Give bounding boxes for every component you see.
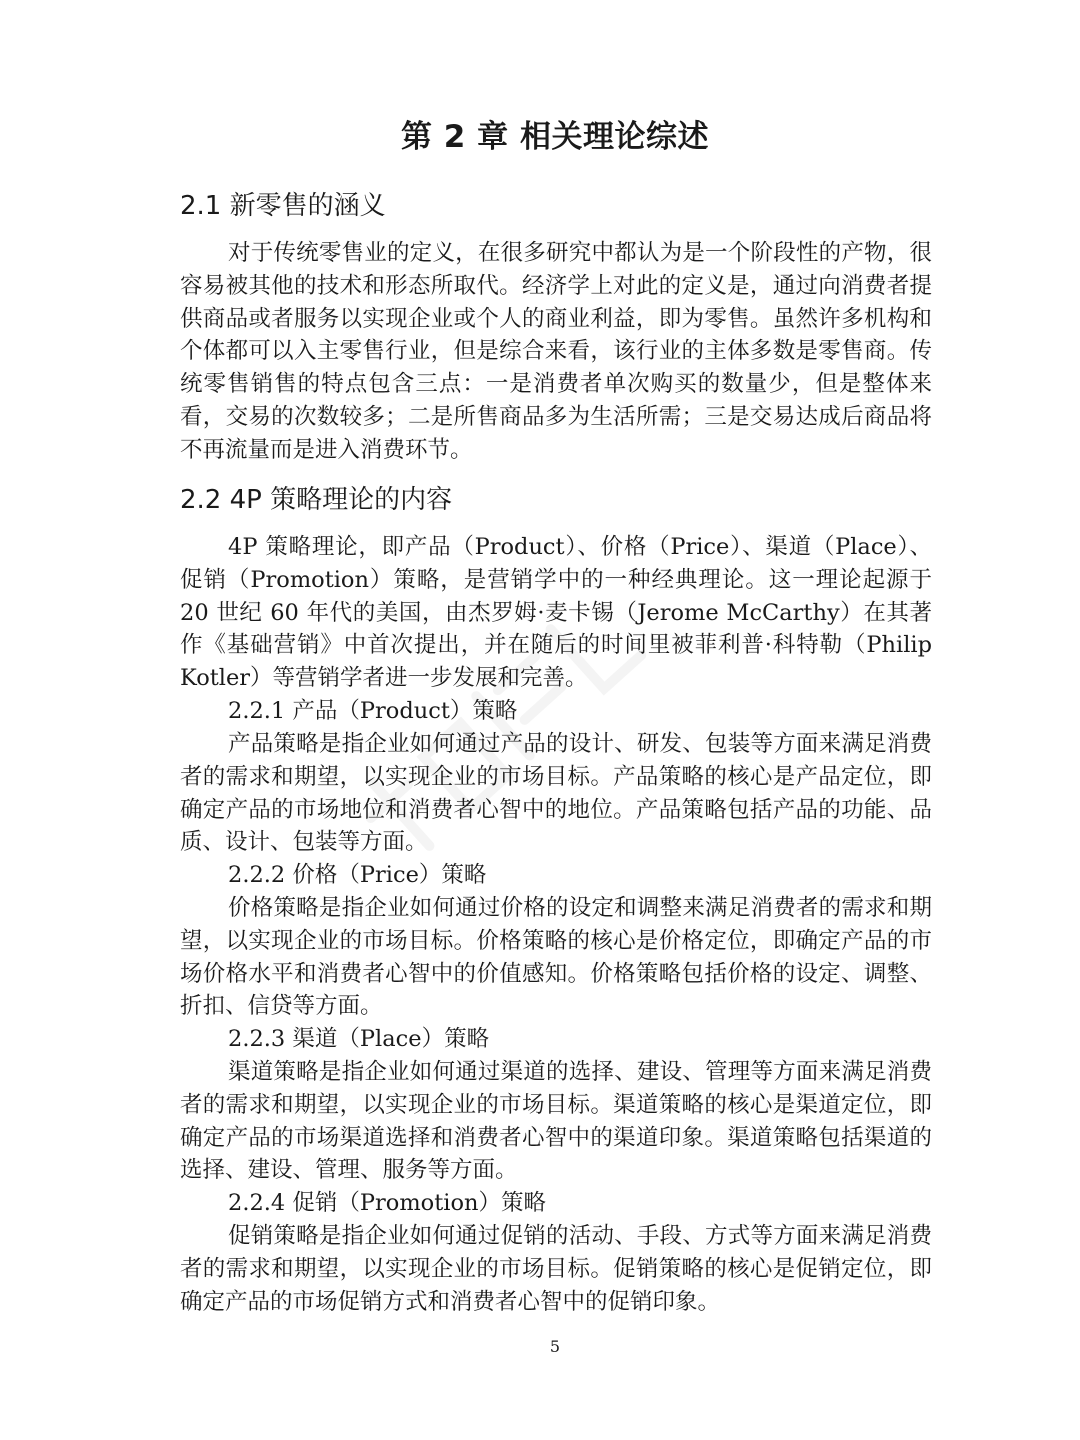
section-heading-2-1: 2.1 新零售的涵义 [180, 191, 386, 221]
section-paragraph-2-2: 4P 策略理论，即产品（Product）、价格（Price）、渠道（Place）、促销（Promotion）策略，是营销学中的一种经典理论。这一理论起源于 20 世纪 60 年代的美国，由杰罗姆·麦卡锡（Jerome McCarthy）在其著作《基础营销》中首次提出，并在随后的时间里被菲利普·科特勒（Philip Kotler）等营销学者进一步发展和完善。 [180, 534, 932, 692]
subsection-paragraph-2-2-1: 产品策略是指企业如何通过产品的设计、研发、包装等方面来满足消费者的需求和期望，以实现企业的市场目标。产品策略的核心是产品定位，即确定产品的市场地位和消费者心智中的地位。产品策略包括产品的功能、品质、设计、包装等方面。 [180, 731, 932, 856]
section-paragraph-2-1: 对于传统零售业的定义，在很多研究中都认为是一个阶段性的产物，很容易被其他的技术和形态所取代。经济学上对此的定义是，通过向消费者提供商品或者服务以实现企业或个人的商业利益，即为零售。虽然许多机构和个体都可以入主零售行业，但是综合来看，该行业的主体多数是零售商。传统零售销售的特点包含三点：一是消费者单次购买的数量少，但是整体来看，交易的次数较多；二是所售商品多为生活所需；三是交易达成后商品将不再流量而是进入消费环节。 [180, 240, 932, 463]
subsection-paragraph-2-2-4: 促销策略是指企业如何通过促销的活动、手段、方式等方面来满足消费者的需求和期望，以实现企业的市场目标。促销策略的核心是促销定位，即确定产品的市场促销方式和消费者心智中的促销印象。 [180, 1223, 932, 1315]
subsection-heading-2-2-4: 2.2.4 促销（Promotion）策略 [228, 1190, 546, 1216]
subsection-heading-2-2-2: 2.2.2 价格（Price）策略 [228, 862, 487, 888]
page-number: 5 [549, 1337, 561, 1356]
subsection-paragraph-2-2-3: 渠道策略是指企业如何通过渠道的选择、建设、管理等方面来满足消费者的需求和期望，以实现企业的市场目标。渠道策略的核心是渠道定位，即确定产品的市场渠道选择和消费者心智中的渠道印象。渠道策略包括渠道的选择、建设、管理、服务等方面。 [180, 1059, 932, 1184]
chapter-title: 第 2 章 相关理论综述 [401, 119, 709, 155]
subsection-paragraph-2-2-2: 价格策略是指企业如何通过价格的设定和调整来满足消费者的需求和期望，以实现企业的市场目标。价格策略的核心是价格定位，即确定产品的市场价格水平和消费者心智中的价值感知。价格策略包括价格的设定、调整、折扣、信贷等方面。 [180, 895, 932, 1020]
subsection-heading-2-2-1: 2.2.1 产品（Product）策略 [228, 698, 518, 724]
section-heading-2-2: 2.2 4P 策略理论的内容 [180, 485, 453, 515]
subsection-heading-2-2-3: 2.2.3 渠道（Place）策略 [228, 1026, 490, 1052]
